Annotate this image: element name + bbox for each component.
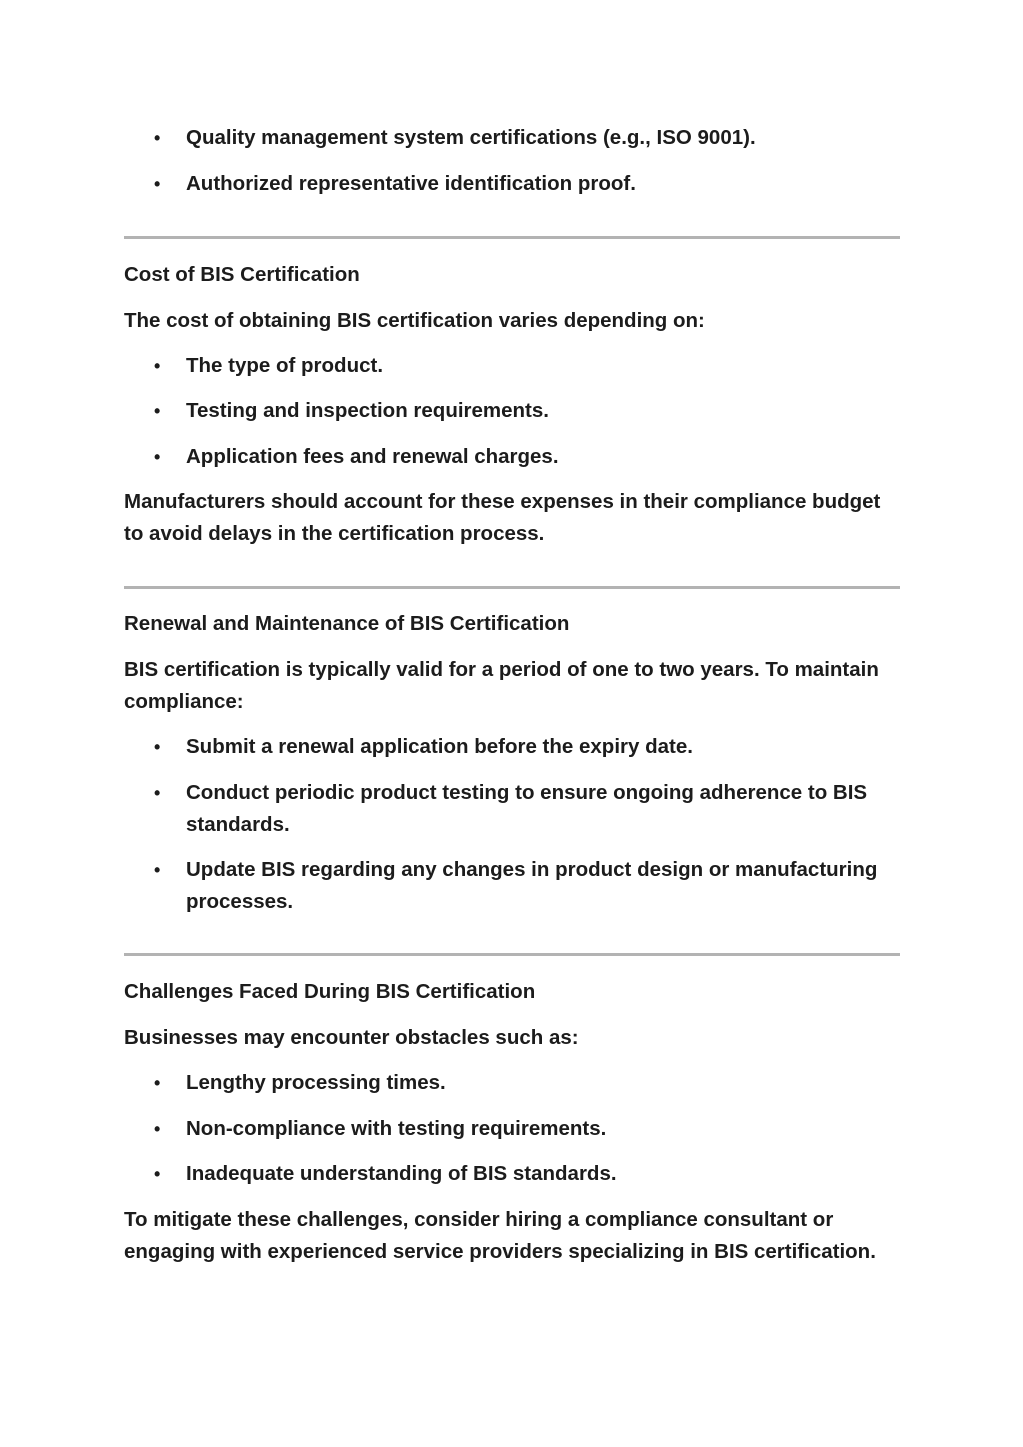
bullet-marker: • [154,1073,161,1093]
list-item-text: Update BIS regarding any changes in product design or manufacturing processes. [186,858,878,913]
section-heading-cost: Cost of BIS Certification [124,263,360,286]
list-item-text: Application fees and renewal charges. [186,445,559,468]
bullet-marker: • [154,1164,161,1184]
bullet-marker: • [154,174,161,194]
bullet-marker: • [154,860,161,880]
section-divider [124,953,900,956]
list-item [124,1113,904,1145]
section-divider [124,586,900,589]
section-closing-challenges: To mitigate these challenges, consider hiring a compliance consultant or engaging with experienced service providers specializing in BIS certification. [124,1208,876,1263]
bullet-marker: • [154,447,161,467]
list-item [124,441,904,473]
list-item [124,168,904,200]
list-item [124,777,904,841]
list-item-text: Quality management system certifications (e.g., ISO 9001). [186,126,756,149]
bullet-marker: • [154,783,161,803]
bullet-marker: • [154,356,161,376]
bullet-marker: • [154,128,161,148]
section-intro-renewal: BIS certification is typically valid for a period of one to two years. To maintain compliance: [124,658,879,713]
list-item [124,1067,904,1099]
list-item [124,854,904,918]
section-heading-renewal: Renewal and Maintenance of BIS Certification [124,612,570,635]
section-closing-cost: Manufacturers should account for these expenses in their compliance budget to avoid delays in the certification process. [124,490,881,545]
list-item-text: Inadequate understanding of BIS standards. [186,1162,617,1185]
section-intro-challenges: Businesses may encounter obstacles such as: [124,1026,579,1049]
list-item [124,731,904,763]
list-item-text: Testing and inspection requirements. [186,399,549,422]
section-divider [124,236,900,239]
list-item-text: Submit a renewal application before the expiry date. [186,735,693,758]
section-intro-cost: The cost of obtaining BIS certification varies depending on: [124,309,705,332]
list-item-text: Lengthy processing times. [186,1071,446,1094]
section-heading-challenges: Challenges Faced During BIS Certification [124,980,536,1003]
bullet-marker: • [154,737,161,757]
list-item [124,350,904,382]
list-item [124,395,904,427]
list-item-text: The type of product. [186,354,384,377]
bullet-marker: • [154,401,161,421]
list-item-text: Authorized representative identification proof. [186,172,636,195]
list-item [124,122,904,154]
list-item-text: Non-compliance with testing requirements. [186,1117,607,1140]
bullet-marker: • [154,1119,161,1139]
list-item [124,1158,904,1190]
list-item-text: Conduct periodic product testing to ensure ongoing adherence to BIS standards. [186,781,868,836]
